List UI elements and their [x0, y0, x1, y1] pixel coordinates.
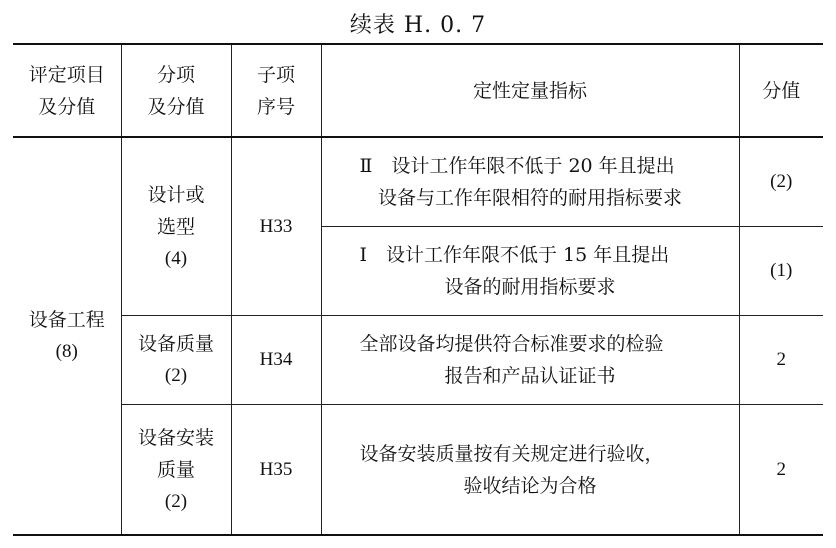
group-score: (8): [55, 341, 78, 362]
sub-item-cell: 设计或 选型 (4): [121, 137, 231, 316]
header-sequence-number: 子项 序号: [231, 44, 321, 137]
indicator-cell: Ⅱ 设计工作年限不低于 20 年且提出 设备与工作年限相符的耐用指标要求: [321, 137, 739, 227]
group-name: 设备工程: [28, 309, 105, 331]
table-header-row: [13, 44, 823, 137]
sequence-cell: H33: [231, 137, 321, 316]
sub-item-cell: 设备安装 质量 (2): [121, 405, 231, 536]
table-row: [13, 137, 823, 227]
header-sub-item: 分项 及分值: [121, 44, 231, 137]
header-indicator: 定性定量指标: [321, 44, 739, 137]
score-cell: (2): [739, 137, 823, 227]
evaluation-table: [13, 43, 823, 536]
score-cell: 2: [739, 405, 823, 536]
header-evaluation-item: 评定项目 及分值: [13, 44, 121, 137]
sequence-cell: H34: [231, 316, 321, 405]
header-score: 分值: [739, 44, 823, 137]
indicator-cell: Ⅰ 设计工作年限不低于 15 年且提出 设备的耐用指标要求: [321, 227, 739, 316]
indicator-cell: 全部设备均提供符合标准要求的检验 报告和产品认证证书: [321, 316, 739, 405]
score-cell: 2: [739, 316, 823, 405]
indicator-cell: 设备安装质量按有关规定进行验收， 验收结论为合格: [321, 405, 739, 536]
table-row: [13, 405, 823, 536]
score-cell: (1): [739, 227, 823, 316]
sequence-cell: H35: [231, 405, 321, 536]
group-cell: [13, 137, 121, 535]
table-row: [13, 316, 823, 405]
sub-item-cell: 设备质量 (2): [121, 316, 231, 405]
table-caption: 续表 H. 0. 7: [349, 13, 487, 38]
